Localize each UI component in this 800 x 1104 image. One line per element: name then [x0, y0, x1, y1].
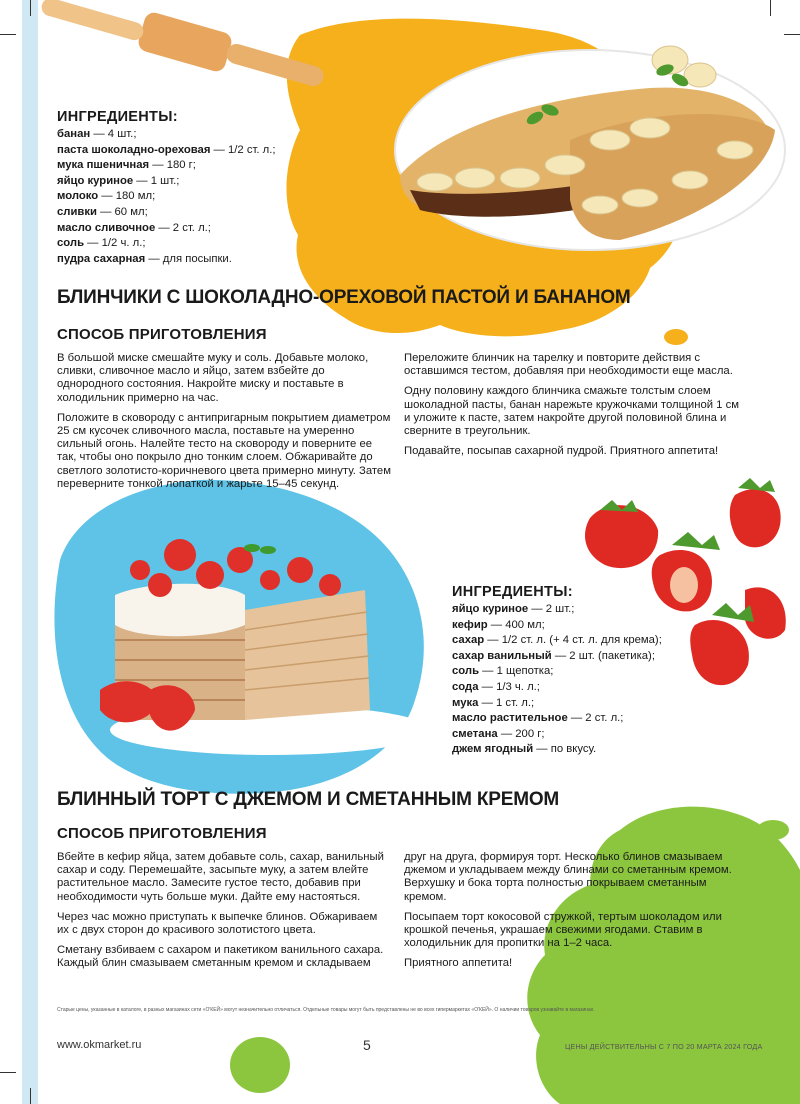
recipe1-title: БЛИНЧИКИ С ШОКОЛАДНО-ОРЕХОВОЙ ПАСТОЙ И БАНАНОМ — [57, 287, 631, 308]
ingredient-item — [452, 618, 752, 634]
ingredient-item — [57, 174, 337, 190]
ingredient-name: мука пшеничная — [57, 159, 150, 172]
ingredient-amount: — 1/3 ч. л.; — [478, 680, 540, 693]
ingredient-name: банан — [57, 128, 91, 140]
ingredient-name: молоко — [57, 190, 99, 203]
ingredient-name: джем ягодный — [452, 743, 534, 756]
ingredient-amount: — 180 г; — [149, 159, 196, 172]
ingredient-name: масло растительное — [452, 712, 568, 725]
recipe2-method-left-column — [57, 851, 392, 978]
page-number: 5 — [363, 1037, 371, 1053]
recipe2-title: БЛИННЫЙ ТОРТ С ДЖЕМОМ И СМЕТАННЫМ КРЕМОМ — [57, 789, 560, 810]
ingredient-amount: — 60 мл; — [96, 205, 148, 218]
recipe1-ingredients-title: ИНГРЕДИЕНТЫ: — [57, 109, 178, 125]
ingredient-amount: — 1 шт.; — [133, 174, 180, 187]
ingredient-amount: — для посыпки. — [145, 252, 232, 265]
recipe1-ingredient-list — [57, 127, 337, 267]
recipe2-ingredient-list — [452, 602, 752, 758]
method-paragraph: Приятного аппетита! — [404, 957, 513, 970]
ingredient-amount: — 2 ст. л.; — [567, 712, 624, 725]
ingredient-item — [57, 236, 337, 252]
ingredient-name: соль — [452, 665, 480, 678]
ingredient-amount: — 1/2 ст. л. (+ 4 ст. л. для крема); — [484, 634, 662, 647]
ingredient-item — [452, 727, 752, 743]
ingredient-name: сахар ванильный — [452, 649, 552, 662]
ingredient-name: пудра сахарная — [57, 252, 146, 265]
recipe1-method-left-column — [57, 352, 392, 498]
ingredient-name: сахар — [452, 634, 485, 647]
ingredient-name: яйцо куриное — [452, 603, 529, 615]
ingredient-item — [57, 127, 337, 143]
ingredient-item — [57, 158, 337, 174]
recipe1-method-title: СПОСОБ ПРИГОТОВЛЕНИЯ — [57, 326, 267, 343]
ingredient-item — [57, 252, 337, 268]
recipe1-method-right-column — [404, 352, 744, 465]
ingredient-item — [57, 143, 337, 159]
method-paragraph: Одну половину каждого блинчика смажьте толстым слоем шоколадной пасты, банан нарежьте кружочками толщиной 1 см и уложите к пасте, затем накройте другой половиной блина и сверните в треугольник. — [404, 385, 740, 438]
ingredient-amount: — 1 щепотка; — [479, 665, 554, 678]
recipe2-method-title: СПОСОБ ПРИГОТОВЛЕНИЯ — [57, 825, 267, 842]
method-paragraph: Переложите блинчик на тарелку и повторите действия с оставшимся тестом, добавляя при необходимости еще масла. — [404, 352, 733, 378]
ingredient-name: сода — [452, 680, 479, 693]
price-disclaimer: Старые цены, указанные в каталоге, в разных магазинах сети «О'КЕЙ» могут незначительно отличаться. Отдельные товары могут быть представлены не во всех гипермаркетах «О'КЕЙ». О наличии товаров узнавайте в магазинах. — [57, 1007, 595, 1013]
recipe2-ingredients-title: ИНГРЕДИЕНТЫ: — [452, 584, 573, 600]
ingredient-amount: — 1/2 ч. л.; — [84, 237, 146, 250]
ingredient-amount: — по вкусу. — [533, 743, 597, 756]
ingredient-name: соль — [57, 237, 85, 250]
ingredient-name: яйцо куриное — [57, 174, 134, 187]
ingredient-amount: — 2 шт. (пакетика); — [551, 649, 655, 662]
method-paragraph: Вбейте в кефир яйца, затем добавьте соль, сахар, ванильный сахар и соду. Перемешайте, засыпьте муку, а затем влейте растительное масло. Замесите густое тесто, добавив при необходимости чуть больше муки. Дайте ему настояться. — [57, 851, 384, 903]
method-paragraph: Через час можно приступать к выпечке блинов. Обжариваем их с двух сторон до красивого золотистого цвета. — [57, 910, 378, 937]
ingredient-item — [452, 633, 752, 649]
ingredient-amount: — 1/2 ст. л.; — [210, 143, 276, 156]
ingredient-amount: — 200 г; — [497, 727, 545, 740]
ingredient-name: паста шоколадно-ореховая — [57, 143, 211, 156]
ingredient-item — [57, 205, 337, 221]
ingredient-item — [57, 221, 337, 237]
ingredient-name: кефир — [452, 618, 488, 631]
ingredient-name: масло сливочное — [57, 221, 156, 234]
ingredient-item — [452, 711, 752, 727]
ingredient-amount: — 400 мл; — [487, 618, 545, 631]
ingredient-item — [452, 664, 752, 680]
ingredient-item — [452, 742, 752, 758]
method-paragraph: Посыпаем торт кокосовой стружкой, тертым шоколадом или крошкой печенья, украшаем свежими ягодами. Ставим в холодильник для пропитки на 1–2 часа. — [404, 910, 722, 950]
rolling-pin-illustration — [40, 0, 326, 88]
ingredient-item — [452, 649, 752, 665]
recipe2-ingredients — [452, 584, 752, 758]
website-link[interactable]: www.okmarket.ru — [57, 1039, 142, 1051]
ingredient-item — [452, 602, 752, 618]
ingredient-item — [452, 696, 752, 712]
ingredient-amount: — 180 мл; — [98, 190, 156, 203]
ingredient-amount: — 2 ст. л.; — [155, 221, 211, 234]
ingredient-item — [57, 189, 337, 205]
recipe1-ingredients — [57, 109, 337, 267]
ingredient-name: сливки — [57, 205, 97, 218]
method-paragraph: В большой миске смешайте муку и соль. Добавьте молоко, сливки, сливочное масло и яйцо, затем взбейте до однородного состояния. Накройте миску и поставьте в холодильник примерно на час. — [57, 352, 369, 404]
ingredient-name: мука — [452, 696, 479, 709]
price-validity-note: ЦЕНЫ ДЕЙСТВИТЕЛЬНЫ С 7 ПО 20 МАРТА 2024 ГОДА — [565, 1042, 763, 1051]
method-paragraph: Сметану взбиваем с сахаром и пакетиком ванильного сахара. Каждый блин смазываем сметанным кремом и складываем — [57, 944, 384, 970]
ingredient-item — [452, 680, 752, 696]
method-paragraph: Подавайте, посыпав сахарной пудрой. Приятного аппетита! — [404, 445, 719, 458]
recipe2-method-right-column — [404, 851, 744, 978]
ingredient-name: сметана — [452, 727, 498, 740]
ingredient-amount: — 4 шт.; — [90, 128, 137, 140]
method-paragraph: друг на друга, формируя торт. Несколько блинов смазываем джемом и укладываем между блинами со сметанным кремом. Верхушку и бока торта полностью покрываем сметанным кремом. — [404, 851, 732, 903]
method-paragraph: Положите в сковороду с антипригарным покрытием диаметром 25 см кусочек сливочного масла, поставьте на умеренно сильный огонь. Налейте тесто на сковороду и поверните ее так, чтобы оно покрыло дно тонким слоем. Обжаривайте до светлого золотисто-коричневого цвета примерно минуту. Затем переверните тонкой лопаткой и жарьте 15–45 секунд. — [57, 411, 391, 490]
ingredient-amount: — 2 шт.; — [528, 603, 575, 615]
ingredient-amount: — 1 ст. л.; — [478, 696, 535, 709]
